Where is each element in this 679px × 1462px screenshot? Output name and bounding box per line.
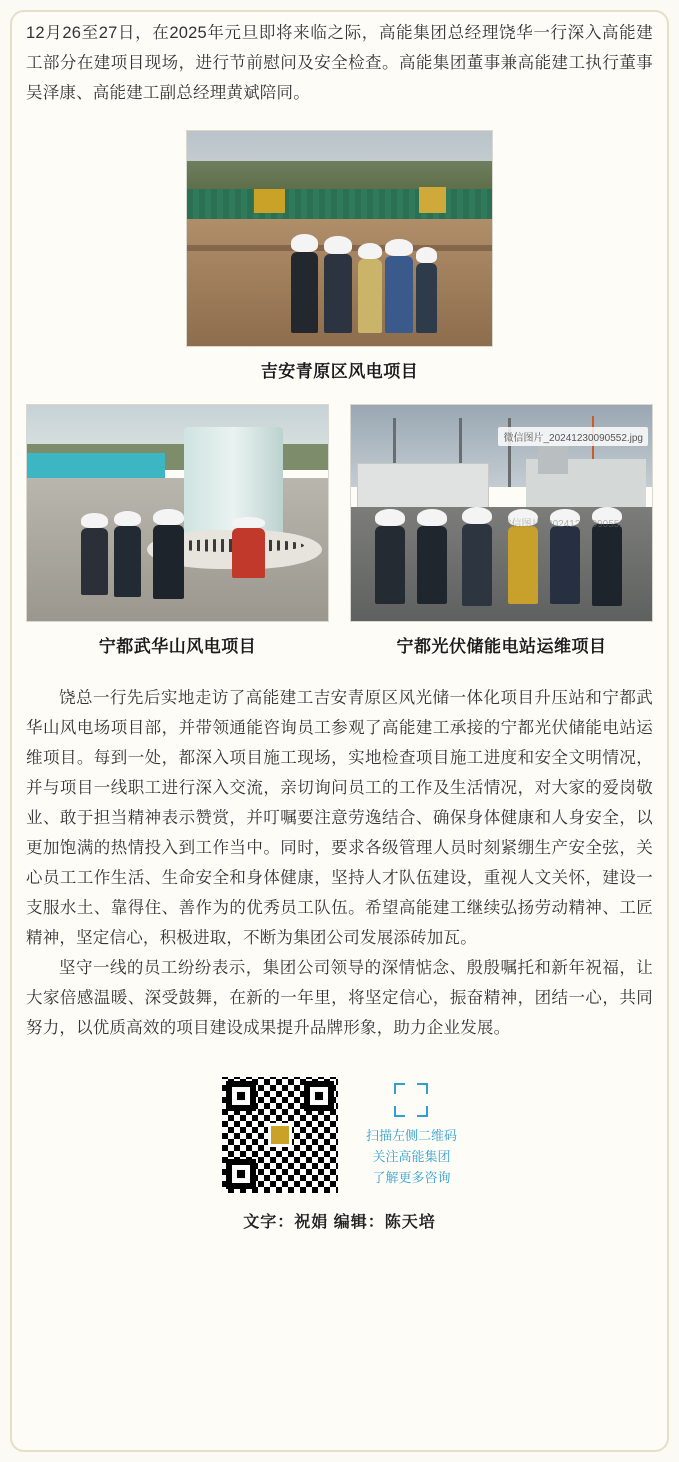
figure-2 <box>26 404 329 657</box>
pv-storage-station-photo <box>350 404 653 622</box>
scan-instructions <box>366 1083 457 1188</box>
image-watermark-ghost: 微信图片_20241230090552.jpg <box>501 519 641 530</box>
wind-turbine-base-photo <box>26 404 329 622</box>
figure-3-caption: 宁都光伏储能电站运维项目 <box>396 637 607 656</box>
figure-3 <box>350 404 653 657</box>
credit-line: 文字：祝娟 编辑：陈天培 <box>243 1214 436 1231</box>
scan-line-3: 了解更多咨询 <box>372 1169 451 1185</box>
body-text <box>26 683 653 1043</box>
scan-line-2: 关注高能集团 <box>372 1148 451 1164</box>
paragraph-2: 坚守一线的员工纷纷表示，集团公司领导的深情惦念、殷殷嘱托和新年祝福，让大家倍感温暖、深受鼓舞，在新的一年里，将坚定信心，振奋精神，团结一心，共同努力，以优质高效的项目建设成果提升品牌形象，助力企业发展。 <box>26 959 653 1037</box>
construction-site-photo <box>186 130 493 347</box>
figure-1-caption: 吉安青原区风电项目 <box>260 362 419 381</box>
figure-row <box>26 404 653 657</box>
qr-code[interactable] <box>222 1077 338 1193</box>
figure-1 <box>26 130 653 382</box>
lead-paragraph: 12月26至27日，在2025年元旦即将来临之际，高能集团总经理饶华一行深入高能建工部分在建项目现场，进行节前慰问及安全检查。高能集团董事兼高能建工执行董事吴泽康、高能建工副总经理黄斌陪同。 <box>26 24 653 102</box>
qr-section <box>26 1077 653 1193</box>
scan-line-1: 扫描左侧二维码 <box>365 1127 457 1143</box>
scan-frame-icon <box>394 1083 428 1117</box>
figure-2-caption: 宁都武华山风电项目 <box>98 637 257 656</box>
image-watermark: 微信图片_20241230090552.jpg <box>498 427 648 446</box>
paragraph-1: 饶总一行先后实地走访了高能建工吉安青原区风光储一体化项目升压站和宁都武华山风电场项目部，并带领通能咨询员工参观了高能建工承接的宁都光伏储能电站运维项目。每到一处，都深入项目施工现场，实地检查项目施工进度和安全文明情况，并与项目一线职工进行深入交流，亲切询问员工的工作及生活情况，对大家的爱岗敬业、敢于担当精神表示赞赏，并叮嘱要注意劳逸结合、确保身体健康和人身安全，以更加饱满的热情投入到工作当中。同时，要求各级管理人员时刻紧绷生产安全弦，关心员工工作生活、生命安全和身体健康，坚持人才队伍建设，重视人文关怀，建设一支服水土、靠得住、善作为的优秀员工队伍。希望高能建工继续弘扬劳动精神、工匠精神，坚定信心，积极进取，不断为集团公司发展添砖加瓦。 <box>26 689 653 947</box>
